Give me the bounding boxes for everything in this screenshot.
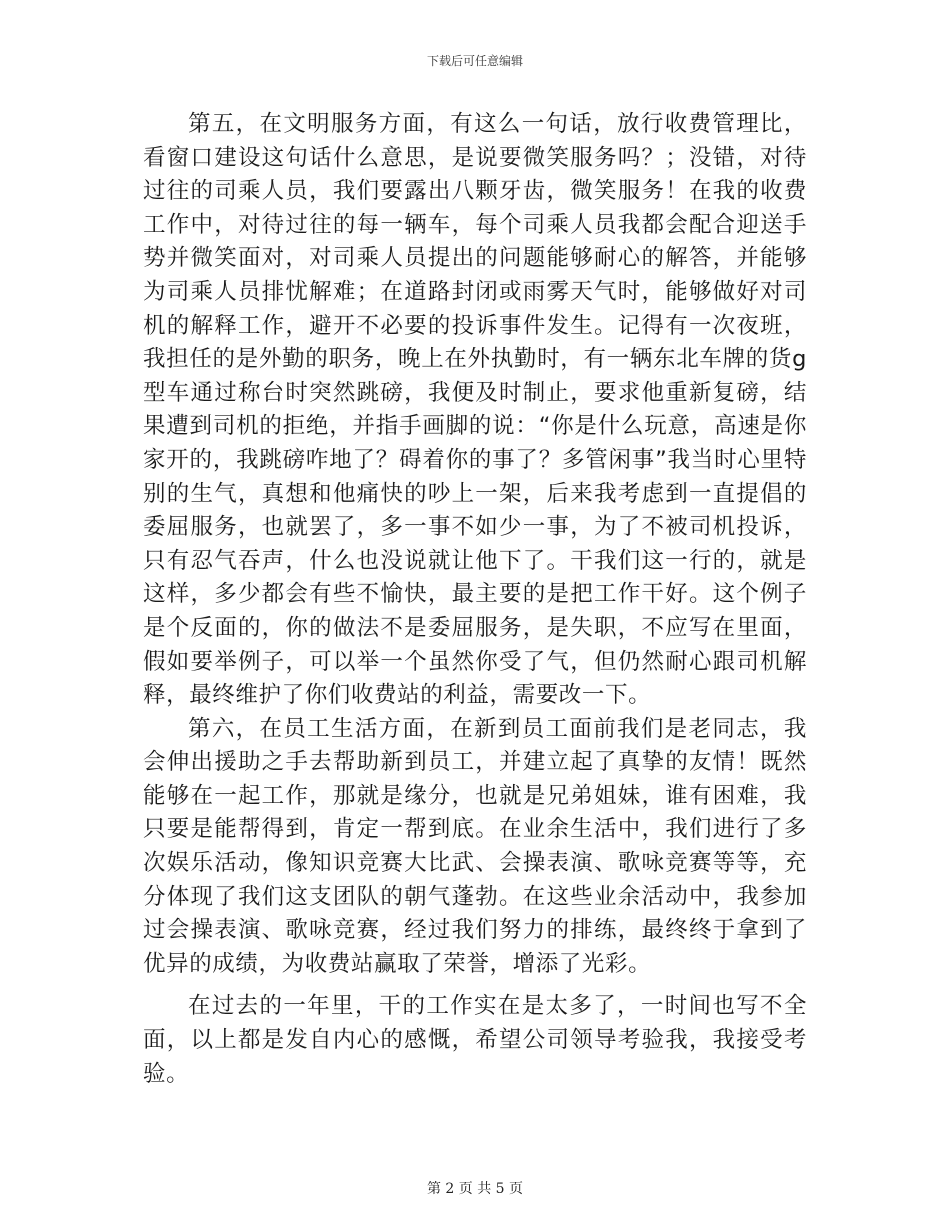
paragraph-employee-life: 第六，在员工生活方面，在新到员工面前我们是老同志，我会伸出援助之手去帮助新到员工，并建立起了真挚的友情！既然能够在一起工作，那就是缘分，也就是兄弟姐妹，谁有困难，我只要是能帮得到，肯定一帮到底。在业余生活中，我们进行了多次娱乐活动，像知识竞赛大比武、会操表演、歌咏竞赛等等，充分体现了我们这支团队的朝气蓬勃。在这些业余活动中，我参加过会操表演、歌咏竞赛，经过我们努力的排练，最终终于拿到了优异的成绩，为收费站赢取了荣誉，增添了光彩。 — [143, 715, 807, 977]
page-number: 第 2 页 共 5 页 — [426, 1181, 524, 1197]
page-header: 下载后可任意编辑 — [426, 54, 523, 68]
paragraph-civilized-service: 第五，在文明服务方面，有这么一句话，放行收费管理比，看窗口建设这句话什么意思，是说要微笑服务吗？；没错，对待过往的司乘人员，我们要露出八颗牙齿，微笑服务！在我的收费工作中，对待过往的每一辆车，每个司乘人员我都会配合迎送手势并微笑面对，对司乘人员提出的问题能够耐心的解答，并能够为司乘人员排忧解难；在道路封闭或雨雾天气时，能够做好对司机的解释工作，避开不必要的投诉事件发生。记得有一次夜班，我担任的是外勤的职务，晚上在外执勤时，有一辆东北车牌的货g型车通过称台时突然跳磅，我便及时制止，要求他重新复磅，结果遭到司机的拒绝，并指手画脚的说：“你是什么玩意，高速是你家开的，我跳磅咋地了？碍着你的事了？多管闲事”我当时心里特别的生气，真想和他痛快的吵上一架，后来我考虑到一直提倡的委屈服务，也就罢了，多一事不如少一事，为了不被司机投诉，只有忍气吞声，什么也没说就让他下了。干我们这一行的，就是这样，多少都会有些不愉快，最主要的是把工作干好。这个例子是个反面的，你的做法不是委屈服务，是失职，不应写在里面，假如要举例子，可以举一个虽然你受了气，但仍然耐心跟司机解释，最终维护了你们收费站的利益，需要改一下。 — [143, 111, 807, 709]
document-body — [143, 108, 807, 1091]
paragraph-conclusion: 在过去的一年里，干的工作实在是太多了，一时间也写不全面，以上都是发自内心的感慨，希望公司领导考验我，我接受考验。 — [143, 993, 807, 1087]
